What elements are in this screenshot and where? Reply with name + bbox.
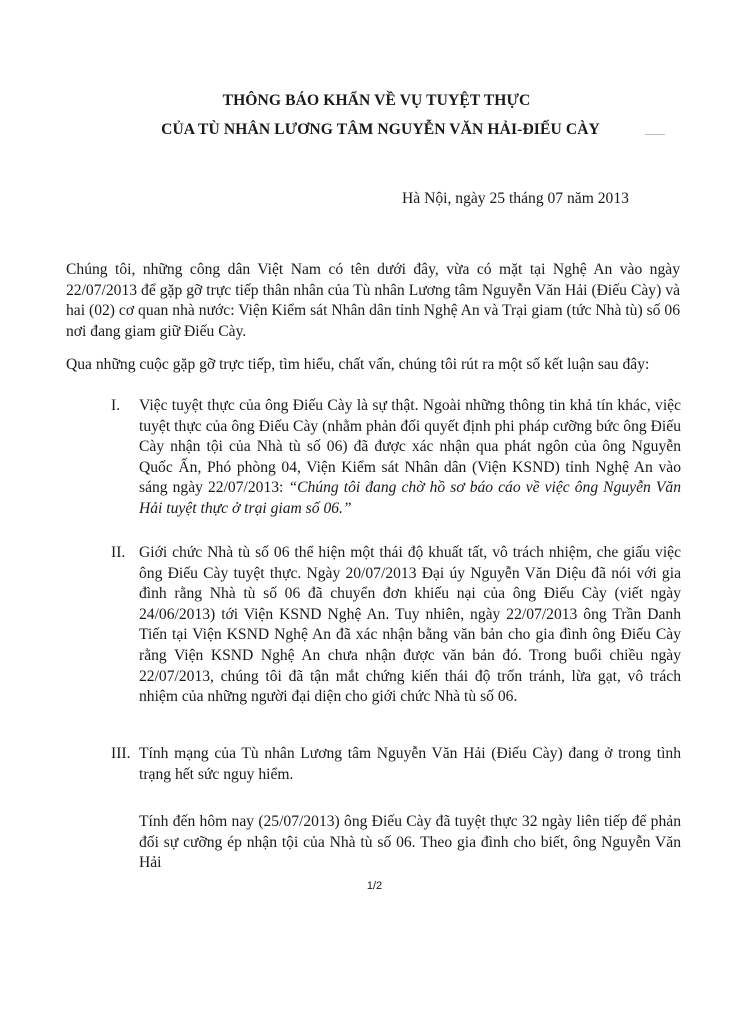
item-number: I. (111, 397, 121, 414)
date-line: Hà Nội, ngày 25 tháng 07 năm 2013 (402, 190, 629, 207)
item-body: Việc tuyệt thực của ông Điếu Cày là sự thật. Ngoài những thông tin khả tín khác, việc tuyệt thực của ông Điếu Cày (nhằm phản đối quyết định phi pháp cưỡng bức ông Điếu Cày nhận tội của Nhà tù số 06) đã được xác nhận qua phát ngôn của ông Nguyễn Quốc Ấn, Phó phòng 04, Viện Kiểm sát Nhân dân (Viện KSND) tỉnh Nghệ An vào sáng ngày 22/07/2013: (139, 397, 681, 497)
conclusion-item-2 (111, 543, 681, 723)
conclusions-intro-paragraph: Qua những cuộc gặp gỡ trực tiếp, tìm hiểu, chất vấn, chúng tôi rút ra một số kết luận sau đây: (66, 356, 650, 373)
conclusion-item-1 (111, 396, 681, 526)
document-title-line-1: THÔNG BÁO KHẨN VỀ VỤ TUYỆT THỰC (222, 92, 531, 109)
item-text: Tính mạng của Tù nhân Lương tâm Nguyễn Văn Hải (Điếu Cày) đang ở trong tình trạng hết sức nguy hiểm. (139, 745, 681, 783)
conclusion-item-3 (111, 744, 681, 794)
item-text: Giới chức Nhà tù số 06 thể hiện một thái độ khuất tất, vô trách nhiệm, che giấu việc ông Điếu Cày tuyệt thực. Ngày 20/07/2013 Đại úy Nguyễn Văn Diệu đã nói với gia đình rằng Nhà tù số 06 đã chuyển đơn khiếu nại của ông Điếu Cày (viết ngày 24/06/2013) tới Viện KSND Nghệ An. Tuy nhiên, ngày 22/07/2013 ông Trần Danh Tiến tại Viện KSND Nghệ An đã xác nhận bằng văn bản cho gia đình ông Điếu Cày rằng Viện KSND Nghệ An chưa nhận được văn bản đó. Trong buổi chiều ngày 22/07/2013, chúng tôi đã tận mắt chứng kiến thái độ trốn tránh, lừa gạt, vô trách nhiệm của những người đại diện cho giới chức Nhà tù số 06. (139, 544, 681, 706)
item-number: III. (111, 745, 131, 762)
item-quote: “Chúng tôi đang chờ hồ sơ báo cáo về việc ông Nguyễn Văn Hải tuyệt thực ở trại giam số 06.” (139, 479, 681, 517)
document-title-line-2: CỦA TÙ NHÂN LƯƠNG TÂM NGUYỄN VĂN HẢI-ĐIẾU CÀY (161, 121, 600, 138)
hunger-strike-paragraph: Tính đến hôm nay (25/07/2013) ông Điếu Cày đã tuyệt thực 32 ngày liên tiếp để phản đối sự cưỡng ép nhận tội của Nhà tù số 06. Theo gia đình cho biết, ông Nguyễn Văn Hải (139, 813, 681, 872)
item-number: II. (111, 544, 126, 561)
page-number: 1/2 (366, 880, 383, 892)
item-text (139, 396, 681, 520)
scan-artifact (645, 134, 665, 135)
intro-paragraph: Chúng tôi, những công dân Việt Nam có tên dưới đây, vừa có mặt tại Nghệ An vào ngày 22/07/2013 để gặp gỡ trực tiếp thân nhân của Tù nhân Lương tâm Nguyễn Văn Hải (Điếu Cày) và hai (02) cơ quan nhà nước: Viện Kiểm sát Nhân dân tỉnh Nghệ An và Trại giam (tức Nhà tù) số 06 nơi đang giam giữ Điếu Cày. (66, 261, 680, 340)
